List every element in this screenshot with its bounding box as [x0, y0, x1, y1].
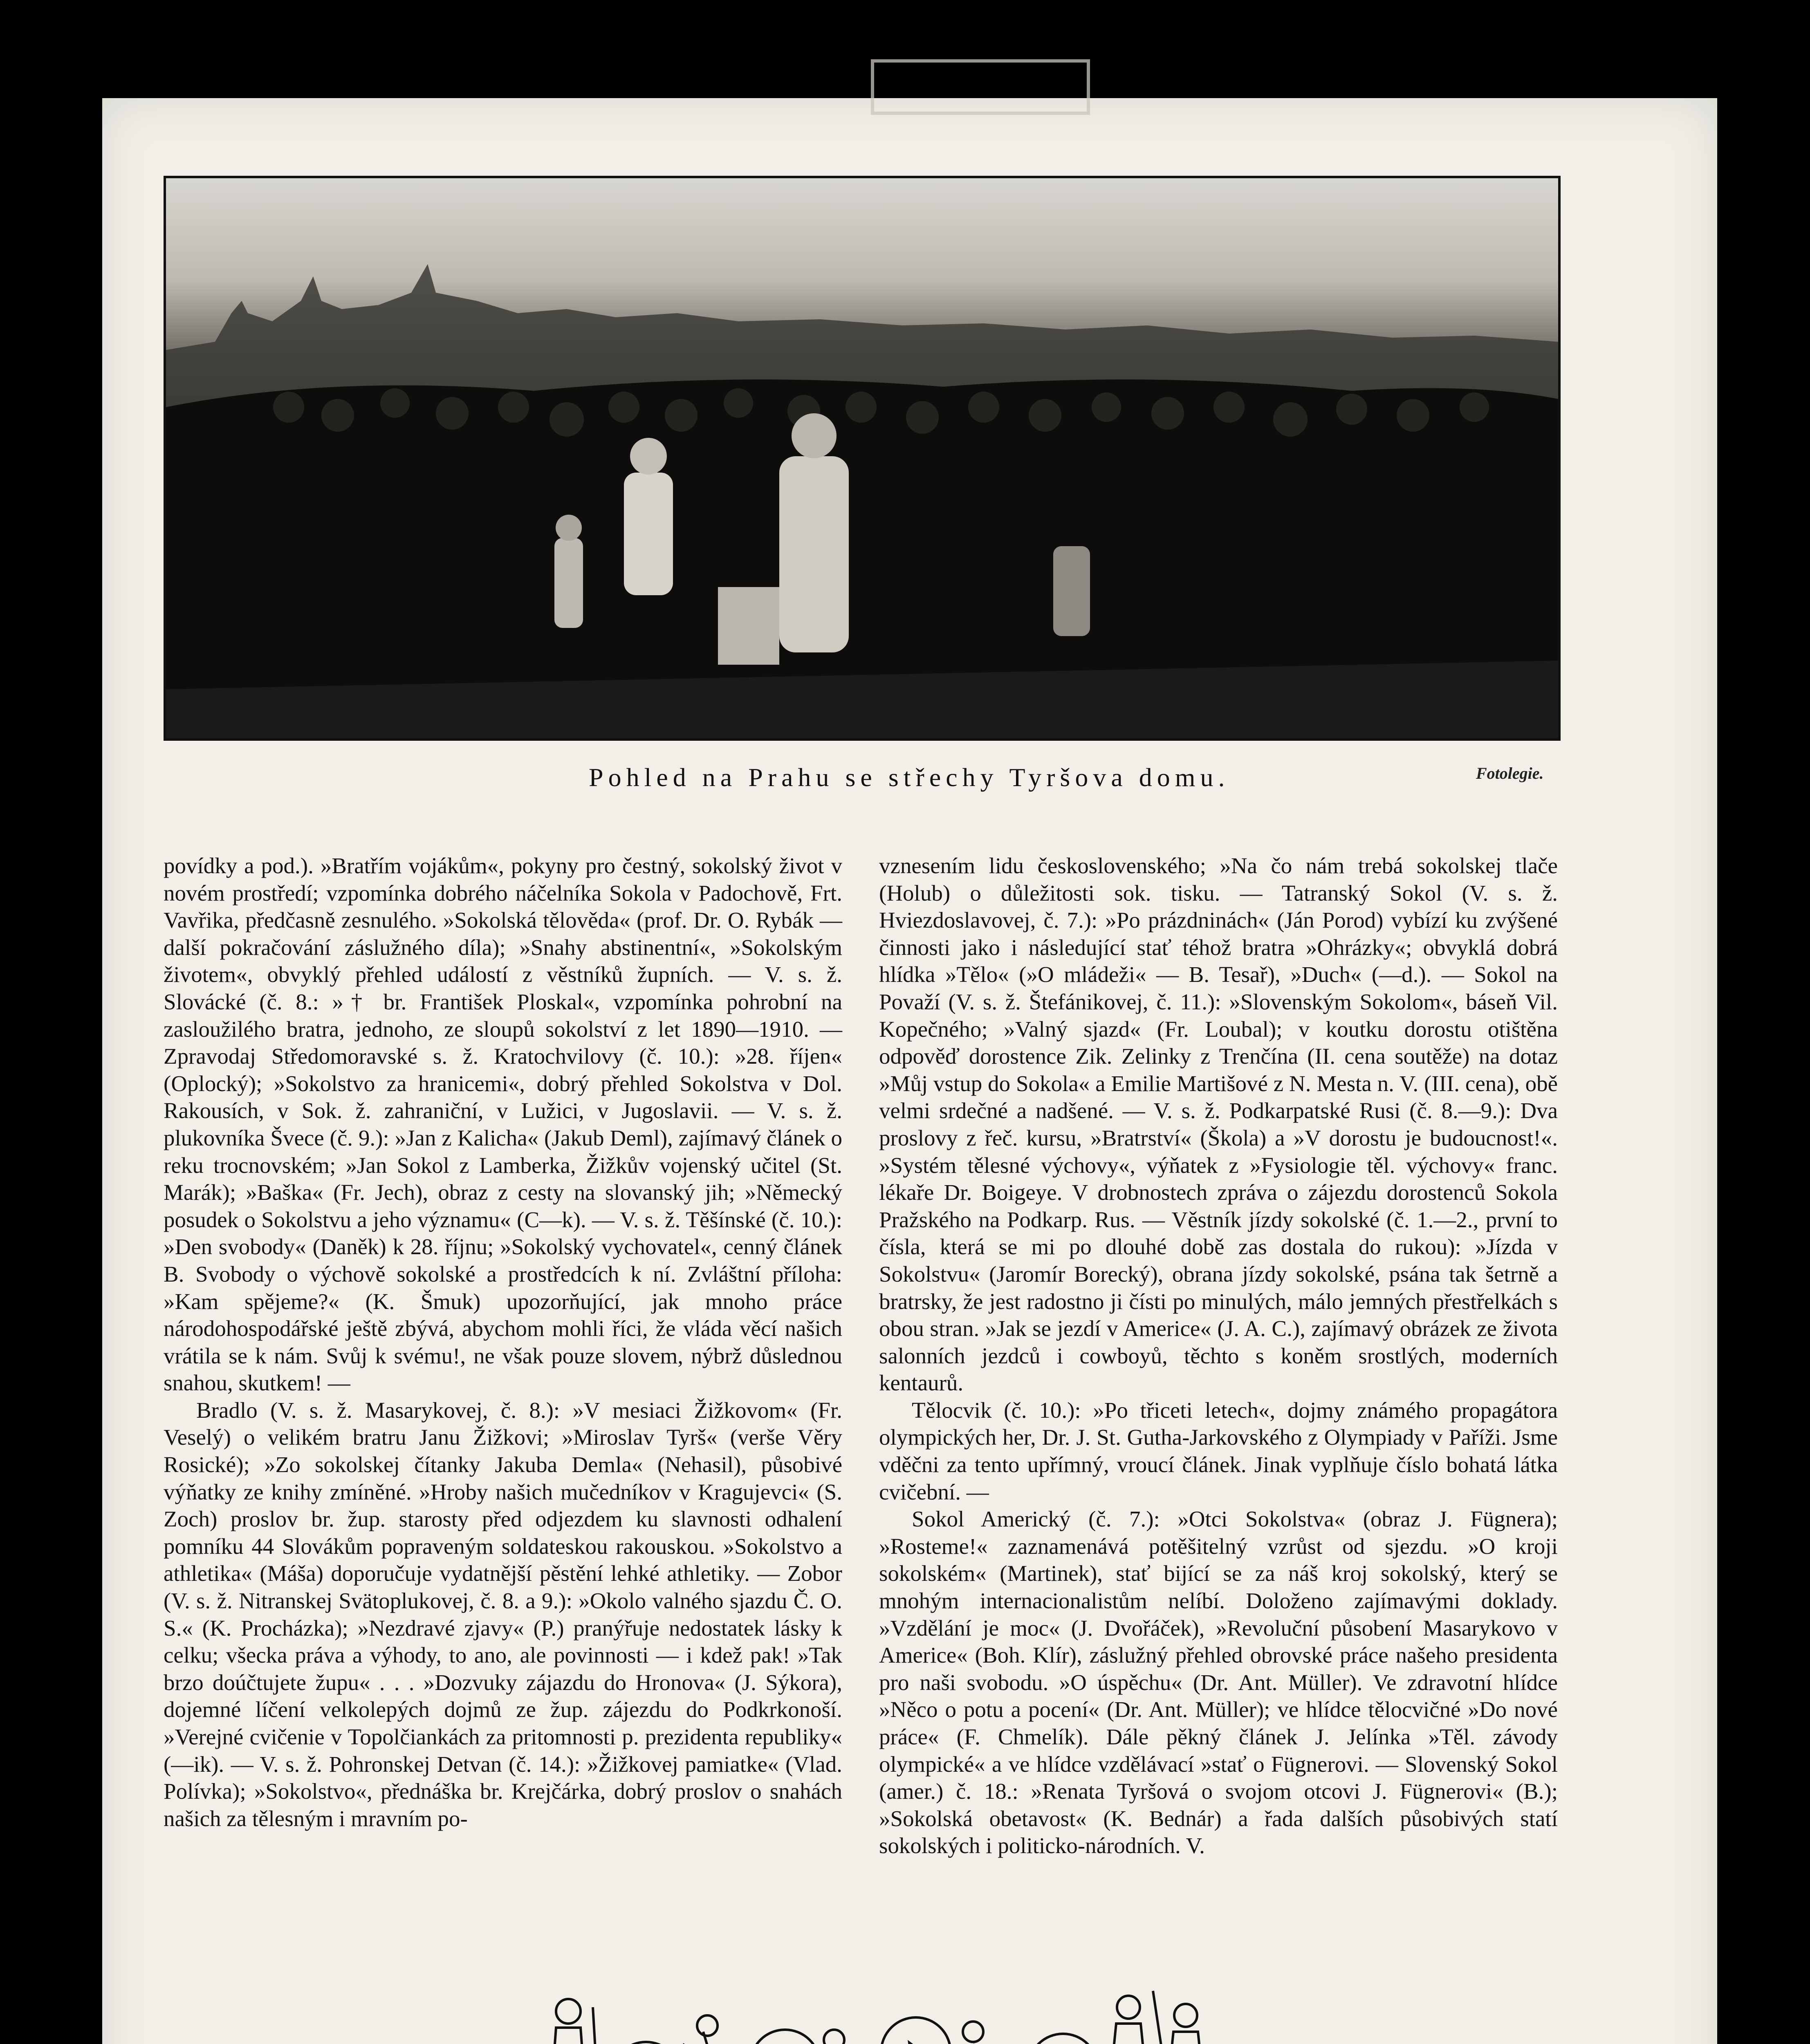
text-column-left [164, 852, 842, 1832]
photo-scene [166, 178, 1558, 738]
text-column-right [879, 852, 1558, 1860]
library-stamp-mark [871, 59, 1090, 115]
photo-credit: Fotolegie. [1476, 764, 1544, 782]
paragraph: povídky a pod.). »Bratřím vojákům«, pokyny pro čestný, sokolský život v novém prostředí; vzpomínka dobrého náčelníka Sokola v Padochově, Frt. Vavřika, předčasně zesnulého. »Sokolská tělověda« (prof. Dr. O. Rybák — další pokračování záslužného díla); »Snahy abstinentní«, »Sokolským životem«, obvyklý přehled událostí z věstníků župních. — V. s. ž. Slovácké (č. 8.: »† br. František Ploskal«, vzpomínka pohrobní na zasloužilého bratra, jednoho, ze sloupů sokolství z let 1890—1910. — Zpravodaj Středomoravské s. ž. Kratochvilovy (č. 10.): »28. říjen« (Oplocký); »Sokolstvo za hranicemi«, dobrý přehled Sokolstva v Dol. Rakousích, v Sok. ž. zahraniční, v Lužici, v Jugoslavii. — V. s. ž. plukovníka Švece (č. 9.): »Jan z Kalicha« (Jakub Deml), zajímavý článek o reku trocnovském; »Jan Sokol z Lamberka, Žižkův vojenský učitel (St. Marák); »Baška« (Fr. Jech), obraz z cesty na slovanský jih; »Německý posudek o Sokolstvu a jeho významu« (C—k). — V. s. ž. Těšínské (č. 10.): »Den svobody« (Daněk) k 28. říjnu; »Sokolský vychovatel«, cenný článek B. Svobody o výchově sokolské a prostředcích k ní. Zvláštní příloha: »Kam spějeme?« (K. Šmuk) upozorňující, jak mnoho práce národohospodářské ještě zbývá, abychom mohli říci, že vláda věcí našich vrátila se k nám. Svůj k svému!, ne však pouze slovem, nýbrž důslednou snahou, skutkem! — [164, 853, 842, 1396]
photograph-prague-rooftop [164, 176, 1561, 741]
paragraph: Tělocvik (č. 10.): »Po třiceti letech«, dojmy známého propagátora olympických her, Dr. J. St. Gutha-Jarkovského z Olympiady v Paříži. Jsme vděčni za tento upřímný, vroucí článek. Jinak vyplňuje číslo bohatá látka cvičební. — [879, 1397, 1558, 1504]
paragraph: vznesením lidu československého; »Na čo nám trebá sokolskej tlače (Holub) o důležitosti sok. tisku. — Tatranský Sokol (V. s. ž. Hviezdoslavovej, č. 7.): »Po prázdninách« (Ján Porod) vybízí ku zvýšené činnosti jako i následující stať téhož bratra »Ohrázky«; obvyklá dobrá hlídka »Tělo« (»O mládeži« — B. Tesař), »Duch« (—d.). — Sokol na Považí (V. s. ž. Štefánikovej, č. 11.): »Slovenským Sokolom«, báseň Vil. Kopečného; »Valný sjazd« (Fr. Loubal); v koutku dorostu otištěna odpověď dorostence Zik. Zelinky z Trenčína (II. cena soutěže) na dotaz »Můj vstup do Sokola« a Emilie Martišové z N. Mesta n. V. (III. cena), obě velmi srdečné a nadšené. — V. s. ž. Podkarpatské Rusi (č. 8.—9.): Dva proslovy z řeč. kursu, »Bratrství« (Škola) a »V dorostu je budoucnost!«. »Systém tělesné výchovy«, výňatek z »Fysiologie těl. výchovy« franc. lékaře Dr. Boigeye. V drobnostech zpráva o zájezdu dorostenců Sokola Pražského na Podkarp. Rus. — Věstník jízdy sokolské (č. 1.—2., první to čísla, která se mi po dlouhé době zas dostala do rukou): »Jízda v Sokolstvu« (Jaromír Borecký), obrana jízdy sokolské, psána tak šetrně a bratrsky, že jest radostno ji čísti po minulých, málo jemných přestřelkách s obou stran. »Jak se jezdí v Americe« (J. A. C.), zajímavý obrázek ze života salonních jezdců i cowboyů, těchto s koněm srostlých, moderních kentaurů. [879, 853, 1558, 1396]
paragraph: Sokol Americký (č. 7.): »Otci Sokolstva« (obraz J. Fügnera); »Rosteme!« zaznamenává potěšitelný vzrůst od sjezdu. »O kroji sokolském« (Martinek), stať bijící se za náš kroj sokolský, který se mnohým internacionalistům nelíbí. Doloženo zajímavými doklady. »Vzdělání je moc« (J. Dvořáček), »Revoluční působení Masarykovo v Americe« (Boh. Klír), záslužný přehled obrovské práce našeho presidenta pro naši svobodu. »O úspěchu« (Dr. Ant. Müller). Ve zdravotní hlídce »Něco o potu a pocení« (Dr. Ant. Müller); ve hlídce tělocvičné »Do nové práce« (F. Chmelík). Dále pěkný článek J. Jelínka »Těl. závody olympické« a ve hlídce vzdělávací »stať o Fügnerovi. — Slovenský Sokol (amer.) č. 18.: »Renata Tyršová o svojom otcovi J. Fügnerovi« (B.); »Sokolská obetavost« (K. Bednár) a řada dalších působivých statí sokolských i politicko-národních. V. [879, 1506, 1558, 1858]
greek-athletes-frieze-illustration [523, 1983, 1280, 2044]
photo-caption: Pohled na Prahu se střechy Tyršova domu. [589, 763, 1230, 792]
paragraph: Bradlo (V. s. ž. Masarykovej, č. 8.): »V mesiaci Žižkovom« (Fr. Veselý) o velikém bratru Janu Žižkovi; »Miroslav Tyrš« (verše Věry Rosické); »Zo sokolskej čítanky Jakuba Demla« (Nehasil), působivé výňatky ze knihy zmíněné. »Hroby našich mučedníkov v Kragujevci« (S. Zoch) proslov br. žup. starosty před odjezdem ku slavnosti odhalení pomníku 44 Slovákům popraveným soldateskou rakouskou. »Sokolstvo a athletika« (Máša) doporučuje vydatnější pěstění lehké athletiky. — Zobor (V. s. ž. Nitranskej Svätoplukovej, č. 8. a 9.): »Okolo valného sjazdu Č. O. S.« (K. Procházka); »Nezdravé zjavy« (P.) pranýřuje nedostatek lásky k celku; všecka práva a výhody, to ano, ale povinnosti — i kdež pak! »Tak brzo doúčtujete župu« . . . »Dozvuky zájazdu do Hronova« (J. Sýkora), dojemné líčení velkolepých dojmů ze žup. zájezdu do Podkrkonoší. »Verejné cvičenie v Topolčiankách za pritomnosti p. prezidenta republiky« (—ik). — V. s. ž. Pohronskej Detvan (č. 14.): »Žižkovej pamiatke« (Vlad. Polívka); »Sokolstvo«, přednáška br. Krejčárka, dobrý proslov o snahách našich za tělesným i mravním po- [164, 1397, 842, 1831]
